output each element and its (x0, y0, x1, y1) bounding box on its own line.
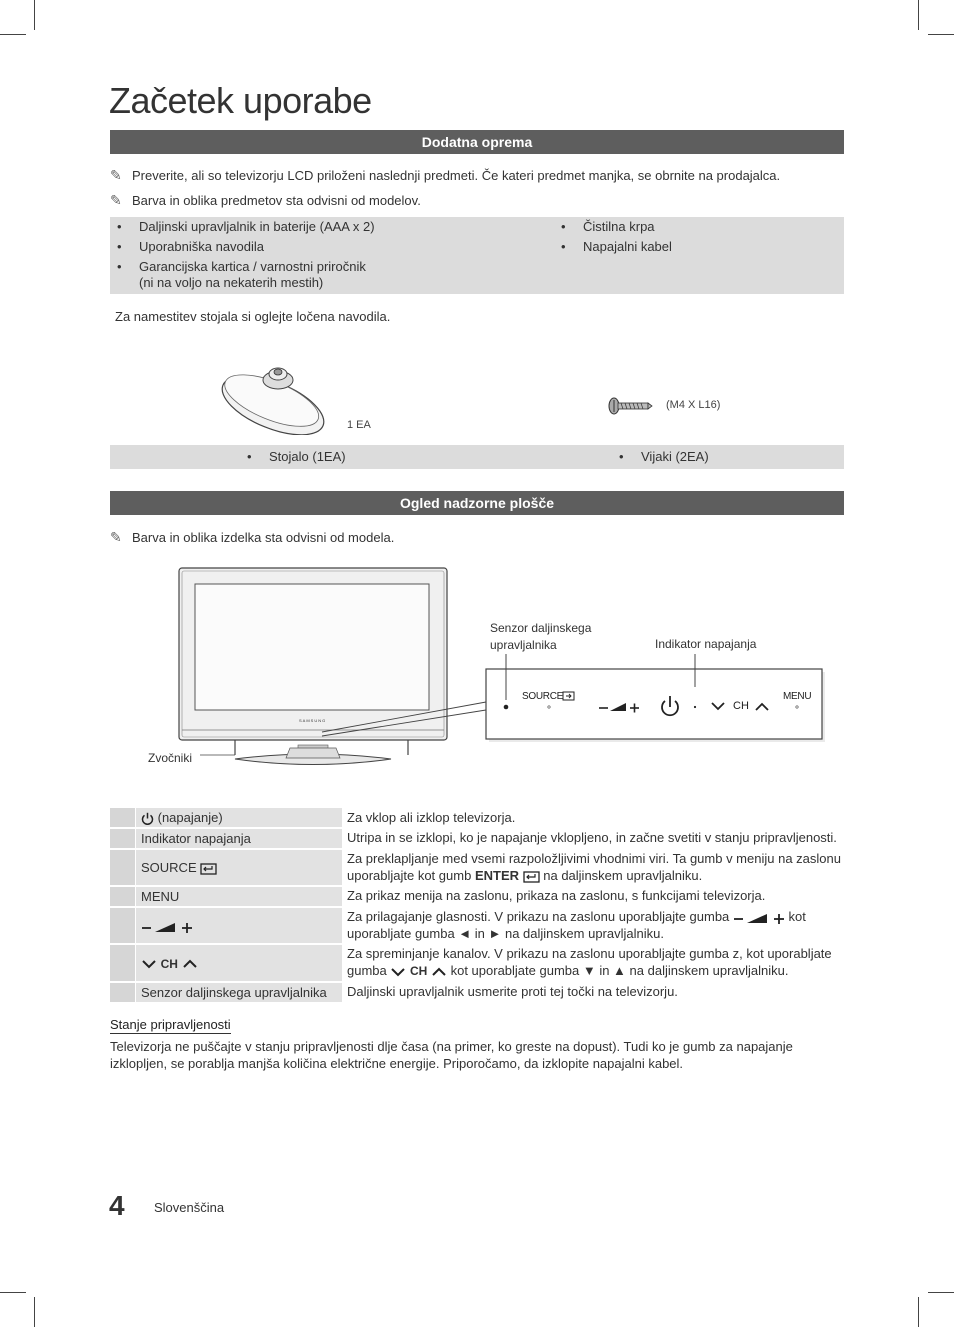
stand-note: Za namestitev stojala si oglejte ločena navodila. (115, 309, 391, 324)
crop-mark (928, 34, 954, 35)
list-item: • Čistilna krpa (554, 219, 834, 235)
accessories-note-1: ✎ Preverite, ali so televizorju LCD priloženi naslednji predmeti. Če kateri predmet manjka, se obrnite na prodajalca. (110, 167, 781, 183)
stand-label: • Stojalo (1EA) (240, 449, 440, 465)
row-description: Za prikaz menija na zaslonu, prikaza na zaslonu, s funkcijami televizorja. (347, 888, 766, 904)
accessories-header: Dodatna oprema (110, 130, 844, 154)
panel-note: ✎ Barva in oblika izdelka sta odvisni od modela. (110, 529, 395, 545)
screws-label: • Vijaki (2EA) (612, 449, 812, 465)
table-row (110, 849, 844, 886)
volume-icon (141, 921, 193, 933)
table-row (110, 828, 844, 849)
crop-mark (928, 1292, 954, 1293)
row-description: Utripa in se izklopi, ko je napajanje vklopljeno, in začne svetiti v stanju pripravljenosti. (347, 830, 837, 846)
crop-mark (34, 1297, 35, 1327)
list-item: • Napajalni kabel (554, 239, 834, 255)
crop-mark (918, 1297, 919, 1327)
list-item: • Daljinski upravljalnik in baterije (AAA x 2) (110, 219, 470, 235)
panel-source-label: SOURCE (522, 691, 563, 702)
callout-remote-sensor: Senzor daljinskega upravljalnika (490, 621, 592, 652)
screw-size: (M4 X L16) (666, 399, 721, 411)
tv-illustration (140, 562, 860, 777)
page-title: Začetek uporabe (109, 80, 372, 121)
chevron-up-icon (431, 967, 447, 977)
row-label: (napajanje) (136, 808, 343, 828)
note-pencil-icon: ✎ (110, 192, 122, 208)
note-pencil-icon: ✎ (110, 529, 122, 545)
stand-label-list (240, 449, 440, 469)
chevron-down-icon (141, 959, 157, 969)
row-description: Daljinski upravljalnik usmerite proti tej točki na televizorju. (347, 984, 678, 1000)
standby-text: Televizorja ne puščajte v stanju pripravljenosti dlje časa (na primer, ko greste na dopust). Tudi ko je gumb za napajanje izklopljen, se porablja manjša količina električne energije. Priporočamo, da izklopite napajalni kabel. (110, 1039, 793, 1071)
list-item: • Garancijska kartica / varnostni priročnik (ni na voljo na nekaterih mestih) (110, 259, 470, 291)
page-number: 4 (109, 1190, 125, 1221)
page-language: Slovenščina (154, 1200, 225, 1215)
volume-icon (733, 912, 785, 924)
accessories-note-2: ✎ Barva in oblika predmetov sta odvisni od modelov. (110, 192, 421, 208)
crop-mark (34, 0, 35, 30)
crop-mark (0, 1292, 26, 1293)
table-row (110, 944, 844, 982)
panel-menu-label: MENU (783, 691, 812, 702)
accessories-list-right (554, 219, 834, 259)
panel-header: Ogled nadzorne plošče (110, 491, 844, 515)
row-description: Za prilagajanje glasnosti. V prikazu na zaslonu uporabljajte gumba kot uporabljate gumba ◄ in ► na daljinskem upravljalniku. (347, 909, 806, 942)
row-label: CH (136, 944, 343, 982)
callout-speakers: Zvočniki (148, 751, 193, 765)
enter-icon (200, 863, 217, 875)
stand-illustration (218, 350, 333, 435)
standby-heading: Stanje pripravljenosti (110, 1017, 231, 1032)
row-description: Za spreminjanje kanalov. V prikazu na zaslonu uporabljajte gumba z, kot uporabljate gumba CH kot uporabljate gumba ▼ in ▲ na daljinskem upravljalniku. (347, 946, 832, 979)
list-item: • Uporabniška navodila (110, 239, 470, 255)
row-label: Indikator napajanja (136, 828, 343, 849)
row-label: SOURCE (136, 849, 343, 886)
row-label: MENU (136, 886, 343, 907)
row-description: Za preklapljanje med vsemi razpoložljivimi vhodnimi viri. Ta gumb v meniju na zaslonu uporabljajte kot gumb ENTER na daljinskem upravljalniku. (347, 851, 841, 884)
stand-quantity: 1 EA (347, 419, 371, 431)
screw-illustration (607, 396, 653, 416)
chevron-down-icon (390, 967, 406, 977)
table-row (110, 808, 844, 828)
row-label: Senzor daljinskega upravljalnika (136, 982, 343, 1003)
callout-power-indicator: Indikator napajanja (655, 637, 757, 651)
power-icon (141, 812, 154, 825)
accessories-list-left (110, 219, 470, 291)
control-panel-table (110, 808, 844, 1004)
row-label (136, 907, 343, 944)
note-pencil-icon: ✎ (110, 167, 122, 183)
table-row (110, 907, 844, 944)
row-description: Za vklop ali izklop televizorja. (347, 810, 516, 825)
table-row (110, 982, 844, 1003)
crop-mark (918, 0, 919, 30)
enter-icon (523, 871, 540, 883)
chevron-up-icon (182, 959, 198, 969)
table-row (110, 886, 844, 907)
crop-mark (0, 34, 26, 35)
screws-label-list (612, 449, 812, 469)
panel-ch-label: CH (733, 700, 749, 712)
tv-brand-logo: SAMSUNG (299, 718, 327, 723)
